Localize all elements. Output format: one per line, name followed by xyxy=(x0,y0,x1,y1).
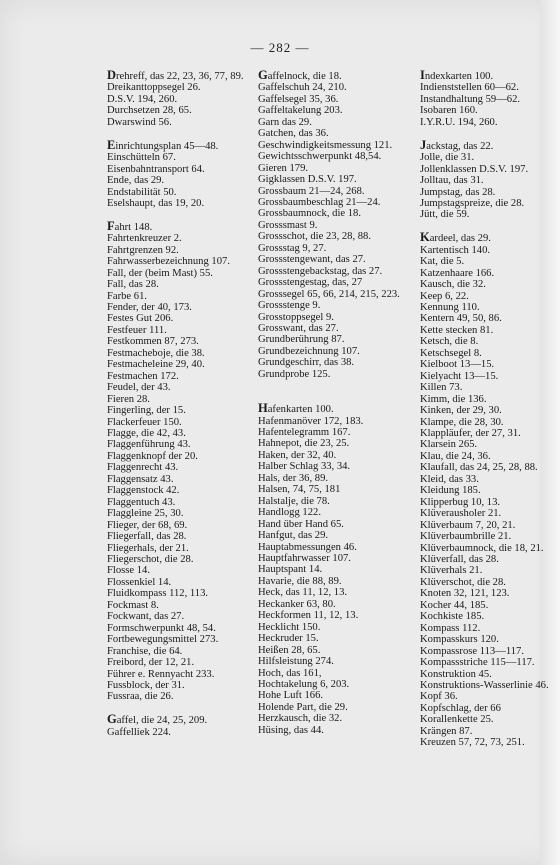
index-entry: Jolle, die 31. xyxy=(420,152,475,164)
index-entry: Kielyacht 13—15. xyxy=(420,370,499,382)
index-entry: Grundbezeichnung 107. xyxy=(258,345,360,357)
index-entry: Fahrwasserbezeichnung 107. xyxy=(107,256,230,268)
index-entry: Klüverausholer 21. xyxy=(420,508,502,520)
index-entry: Hafentelegramm 167. xyxy=(258,427,351,439)
index-entry: Hilfsleistung 274. xyxy=(258,656,334,668)
index-entry: Fortbewegungsmittel 273. xyxy=(107,634,219,646)
index-entry: Festfeuer 111. xyxy=(107,324,167,336)
index-entry: Hauptfahrwasser 107. xyxy=(258,553,351,564)
index-entry: Kausch, die 32. xyxy=(420,279,486,291)
index-entry: Gaffelnock, die 18. xyxy=(258,68,342,82)
index-entry: Fussraa, die 26. xyxy=(107,691,174,703)
index-entry: Gaffelsegel 35, 36. xyxy=(258,93,339,105)
index-column-1 xyxy=(107,70,259,738)
index-entry: Kompass 112. xyxy=(420,622,481,634)
index-entry: Klüverhals 21. xyxy=(420,565,483,577)
index-entry: Flaggleine 25, 30. xyxy=(107,508,184,520)
index-entry: Hohe Luft 166. xyxy=(258,690,324,702)
index-entry: Flaggensatz 43. xyxy=(107,473,174,485)
index-entry: Grundgeschirr, das 38. xyxy=(258,357,355,369)
index-entry: Festkommen 87, 273. xyxy=(107,336,199,348)
section-initial: E xyxy=(107,137,116,152)
index-entry: Geschwindigkeitsmessung 121. xyxy=(258,139,393,151)
index-entry: Jumpstag, das 28. xyxy=(420,186,496,198)
index-entry: Hoch, das 161, xyxy=(258,667,322,679)
index-entry: D.S.V. 194, 260. xyxy=(107,93,178,105)
index-entry: Grossstenge 9. xyxy=(258,300,321,312)
section-initial: H xyxy=(258,401,268,416)
index-entry: Endstabilität 50. xyxy=(107,186,177,198)
index-entry: Grossbaumnock, die 18. xyxy=(258,208,361,220)
index-entry: Indienststellen 60—62. xyxy=(420,82,519,94)
index-entry: Halber Schlag 33, 34. xyxy=(258,461,351,473)
index-entry: Krängen 87. xyxy=(420,725,473,737)
section-initial: J xyxy=(420,137,427,152)
index-entry: Fliegerschot, die 28. xyxy=(107,554,194,565)
index-entry: Festes Gut 206. xyxy=(107,313,174,325)
index-entry: Heckanker 63, 80. xyxy=(258,598,336,610)
index-entry: Jolltau, das 31. xyxy=(420,175,484,187)
index-entry: Kopfschlag, der 66 xyxy=(420,702,501,714)
index-entry: Fall, das 28. xyxy=(107,279,159,291)
index-entry: Fahrtenkreuzer 2. xyxy=(107,233,182,245)
index-entry: Gaffelliek 224. xyxy=(107,726,171,738)
index-entry: Führer e. Rennyacht 233. xyxy=(107,668,215,680)
index-entry: Drehreff, das 22, 23, 36, 77, 89. xyxy=(107,68,244,82)
index-entry: Fieren 28. xyxy=(107,393,150,405)
index-entry: Heißen 28, 65. xyxy=(258,644,321,656)
index-entry: Hauptspant 14. xyxy=(258,564,323,576)
index-entry: Handlogg 122. xyxy=(258,507,321,519)
index-entry: Kopf 36. xyxy=(420,691,458,703)
index-entry: Klüverbaumbrille 21. xyxy=(420,531,512,543)
index-entry: Grundberührung 87. xyxy=(258,334,345,346)
section-gap xyxy=(107,128,259,139)
index-entry: Killen 73. xyxy=(420,382,463,394)
index-entry: Kleid, das 33. xyxy=(420,473,479,485)
index-entry: Flagge, die 42, 43. xyxy=(107,428,186,440)
index-entry: Einschütteln 67. xyxy=(107,152,176,164)
index-entry: Hüsing, das 44. xyxy=(258,724,324,736)
index-entry: Durchsetzen 28, 65. xyxy=(107,105,192,117)
index-entry: Flaggenführung 43. xyxy=(107,439,191,451)
index-entry: Grossbaum 21—24, 268. xyxy=(258,185,365,197)
index-entry: Kartentisch 140. xyxy=(420,244,491,256)
index-entry: Flosse 14. xyxy=(107,565,150,577)
index-entry: Instandhaltung 59—62. xyxy=(420,93,521,105)
index-entry: Jollenklassen D.S.V. 197. xyxy=(420,163,529,175)
index-entry: Eisenbahntransport 64. xyxy=(107,163,205,175)
section-initial: G xyxy=(107,712,117,727)
index-entry: Kinken, der 29, 30. xyxy=(420,405,502,417)
index-entry: Flaggenknopf der 20. xyxy=(107,450,198,462)
index-entry: Klau, die 24, 36. xyxy=(420,450,491,462)
index-entry: Klüverbaumnock, die 18, 21. xyxy=(420,542,544,554)
section-gap xyxy=(420,128,555,139)
index-entry: Holende Part, die 29. xyxy=(258,701,348,713)
index-entry: Eselshaupt, das 19, 20. xyxy=(107,197,205,209)
index-entry: Hauptabmessungen 46. xyxy=(258,541,357,553)
index-entry: Franchise, die 64. xyxy=(107,645,183,657)
index-entry: Konstruktions-Wasserlinie 46. xyxy=(420,679,549,691)
index-entry: Heckruder 15. xyxy=(258,633,319,645)
index-entry: Festmachen 172. xyxy=(107,370,179,382)
index-entry: Fluidkompass 112, 113. xyxy=(107,588,209,600)
index-entry: Grosswant, das 27. xyxy=(258,322,339,334)
section-gap xyxy=(258,380,416,391)
index-entry: Einrichtungsplan 45—48. xyxy=(107,137,219,152)
index-entry: Jumpstagspreize, die 28. xyxy=(420,197,525,209)
section-gap xyxy=(258,392,416,403)
index-entry: Kardeel, das 29. xyxy=(420,230,491,245)
index-entry: Kreuzen 57, 72, 73, 251. xyxy=(420,737,525,749)
index-entry: Dwarswind 56. xyxy=(107,116,172,128)
index-entry: Kocher 44, 185. xyxy=(420,599,489,611)
index-entry: Grossstag 9, 27. xyxy=(258,242,327,254)
index-entry: Klüverbaum 7, 20, 21. xyxy=(420,519,516,531)
index-entry: Grosstoppsegel 9. xyxy=(258,311,334,323)
index-entry: Haken, der 32, 40. xyxy=(258,449,337,461)
index-entry: Jackstag, das 22. xyxy=(420,137,494,152)
index-entry: Hahnepot, die 23, 25. xyxy=(258,438,350,450)
index-entry: Ketschsegel 8. xyxy=(420,347,482,359)
index-entry: Herzkausch, die 32. xyxy=(258,713,343,725)
index-entry: Flaggentuch 43. xyxy=(107,496,176,508)
index-entry: Fliegerfall, das 28. xyxy=(107,531,187,543)
index-entry: Festmacheboje, die 38. xyxy=(107,347,205,359)
index-entry: Ketsch, die 8. xyxy=(420,336,479,348)
index-entry: Hanfgut, das 29. xyxy=(258,530,329,542)
index-entry: Hafenmanöver 172, 183. xyxy=(258,415,364,427)
index-entry: Klarsein 265. xyxy=(420,439,478,451)
index-entry: Klaufall, das 24, 25, 28, 88. xyxy=(420,462,538,474)
index-entry: Grossstengestag, das, 27 xyxy=(258,277,363,289)
index-entry: Farbe 61. xyxy=(107,290,148,302)
index-entry: Grossbaumbeschlag 21—24. xyxy=(258,196,381,208)
index-entry: Fockwant, das 27. xyxy=(107,611,185,623)
index-entry: Indexkarten 100. xyxy=(420,68,494,82)
index-entry: Gaffel, die 24, 25, 209. xyxy=(107,712,208,727)
index-entry: Flackerfeuer 150. xyxy=(107,416,182,428)
index-entry: Kentern 49, 50, 86. xyxy=(420,313,502,325)
section-initial: I xyxy=(420,68,425,82)
index-entry: Garn das 29. xyxy=(258,116,312,128)
index-entry: Hafenkarten 100. xyxy=(258,401,334,416)
index-entry: Gieren 179. xyxy=(258,162,309,174)
index-entry: Gigklassen D.S.V. 197. xyxy=(258,174,357,186)
index-entry: Katzenhaare 166. xyxy=(420,267,495,279)
index-entry: Fall, der (beim Mast) 55. xyxy=(107,267,213,279)
index-entry: Fliegerhals, der 21. xyxy=(107,542,189,554)
index-entry: Kat, die 5. xyxy=(420,256,465,268)
index-entry: Fockmast 8. xyxy=(107,599,159,611)
index-entry: Klipperbug 10, 13. xyxy=(420,496,501,508)
index-entry: Gaffeltakelung 203. xyxy=(258,105,343,117)
index-entry: Ende, das 29. xyxy=(107,175,165,187)
index-entry: Fingerling, der 15. xyxy=(107,405,186,417)
index-entry: Kimm, die 136. xyxy=(420,393,487,405)
index-entry: Kompasskurs 120. xyxy=(420,634,499,646)
index-entry: Flaggenrecht 43. xyxy=(107,462,179,474)
index-entry: Grosssmast 9. xyxy=(258,219,318,231)
index-entry: Konstruktion 45. xyxy=(420,668,492,680)
index-entry: Gewichtsschwerpunkt 48,54. xyxy=(258,151,382,163)
index-entry: Fahrtgrenzen 92. xyxy=(107,244,179,256)
section-gap xyxy=(107,209,259,220)
index-entry: Hals, der 36, 89. xyxy=(258,472,329,484)
page-number: — 282 — xyxy=(250,40,310,55)
section-initial: D xyxy=(107,68,117,82)
index-entry: Freibord, der 12, 21. xyxy=(107,657,195,669)
index-entry: Klüverschot, die 28. xyxy=(420,576,506,588)
index-entry: Fussblock, der 31. xyxy=(107,679,185,691)
index-entry: I.Y.R.U. 194, 260. xyxy=(420,116,498,128)
index-entry: Halstalje, die 78. xyxy=(258,495,330,507)
index-entry: Formschwerpunkt 48, 54. xyxy=(107,622,216,634)
index-entry: Korallenkette 25. xyxy=(420,714,494,726)
index-entry: Havarie, die 88, 89. xyxy=(258,575,342,587)
index-entry: Kielboot 13—15. xyxy=(420,359,495,371)
index-entry: Jütt, die 59. xyxy=(420,209,470,221)
index-entry: Grosssegel 65, 66, 214, 215, 223. xyxy=(258,288,400,300)
index-entry: Grossschot, die 23, 28, 88. xyxy=(258,231,371,243)
index-entry: Kompassrose 113—117. xyxy=(420,645,524,657)
index-entry: Heck, das 11, 12, 13. xyxy=(258,587,348,599)
index-entry: Flossenkiel 14. xyxy=(107,576,172,588)
index-entry: Kennung 110. xyxy=(420,302,480,314)
index-entry: Keep 6, 22. xyxy=(420,290,469,302)
section-initial: F xyxy=(107,218,115,233)
index-entry: Hochtakelung 6, 203. xyxy=(258,678,350,690)
index-entry: Grossstengebackstag, das 27. xyxy=(258,265,383,277)
index-entry: Grundprobe 125. xyxy=(258,368,331,380)
index-entry: Gaffelschuh 24, 210. xyxy=(258,82,347,94)
index-entry: Grossstengewant, das 27. xyxy=(258,254,366,266)
index-entry: Kette stecken 81. xyxy=(420,324,494,336)
section-gap xyxy=(107,703,259,714)
index-entry: Feudel, der 43. xyxy=(107,382,171,394)
index-entry: Gatchen, das 36. xyxy=(258,128,329,140)
index-entry: Fahrt 148. xyxy=(107,218,153,233)
index-entry: Knoten 32, 121, 123. xyxy=(420,588,510,600)
index-entry: Klampe, die 28, 30. xyxy=(420,416,504,428)
index-entry: Kompassstriche 115—117. xyxy=(420,657,535,669)
section-gap xyxy=(420,221,555,232)
index-entry: Klüverfall, das 28. xyxy=(420,554,499,565)
index-entry: Hecklicht 150. xyxy=(258,621,321,633)
index-column-3 xyxy=(420,70,555,749)
index-entry: Dreikanttoppsegel 26. xyxy=(107,82,201,94)
section-initial: G xyxy=(258,68,268,82)
index-entry: Isobaren 160. xyxy=(420,105,478,117)
index-entry: Fender, der 40, 173. xyxy=(107,302,192,314)
index-column-2 xyxy=(258,70,416,736)
index-entry: Kochkiste 185. xyxy=(420,611,485,623)
index-entry: Flaggenstock 42. xyxy=(107,485,180,497)
index-entry: Hand über Hand 65. xyxy=(258,518,344,530)
index-entry: Heckformen 11, 12, 13. xyxy=(258,610,359,622)
section-initial: K xyxy=(420,230,430,245)
index-entry: Klappläufer, der 27, 31. xyxy=(420,428,521,440)
index-entry: Kleidung 185. xyxy=(420,485,481,497)
index-entry: Flieger, der 68, 69. xyxy=(107,519,188,531)
index-entry: Halsen, 74, 75, 181 xyxy=(258,484,341,496)
index-entry: Festmacheleine 29, 40. xyxy=(107,359,205,371)
